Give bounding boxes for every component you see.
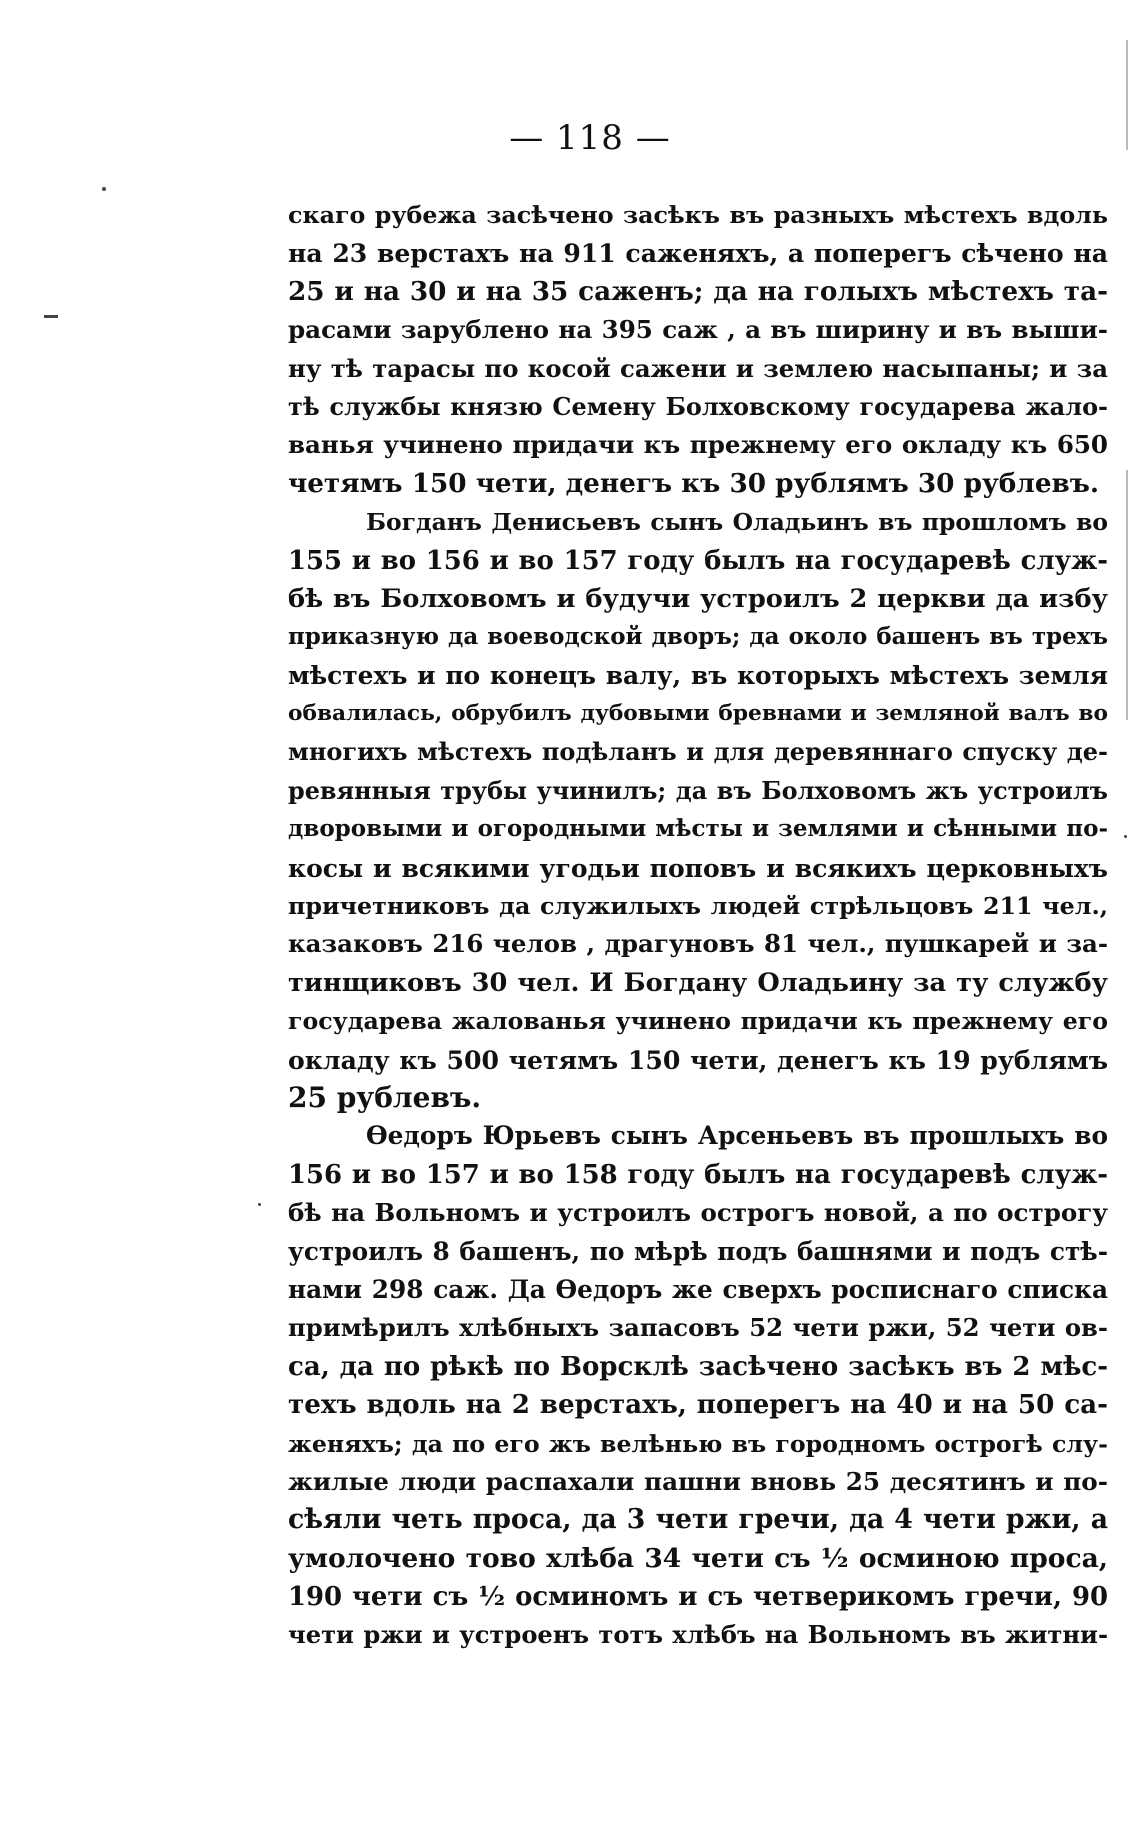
text-line: са, да по рѣкѣ по Ворсклѣ засѣчено засѣкъ въ 2 мѣс- [288, 1351, 1108, 1382]
text-line: ну тѣ тарасы по косой сажени и землею насыпаны; и за [288, 353, 1108, 383]
text-line: дворовыми и огородными мѣсты и землями и сѣнными по- [288, 815, 1108, 843]
text-line: причетниковъ да служилыхъ людей стрѣльцовъ 211 чел., [288, 892, 1108, 921]
text-line: жилые люди распахали пашни вновь 25 десятинъ и по- [288, 1466, 1108, 1496]
text-line: многихъ мѣстехъ подѣланъ и для деревяннаго спуску де- [288, 737, 1108, 767]
text-line: ванья учинено придачи къ прежнему его окладу къ 650 [288, 430, 1108, 460]
margin-dash [44, 315, 58, 318]
text-line: скаго рубежа засѣчено засѣкъ въ разныхъ мѣстехъ вдоль [288, 201, 1108, 229]
text-line: бѣ на Вольномъ и устроилъ острогъ новой, а по острогу [288, 1198, 1108, 1228]
text-line: Ѳедоръ Юрьевъ сынъ Арсеньевъ въ прошлыхъ во [366, 1121, 1108, 1151]
text-line: тинщиковъ 30 чел. И Богдану Оладьину за ту службу [288, 967, 1108, 998]
text-line: тѣ службы князю Семену Болховскому государева жало- [288, 392, 1108, 421]
text-line: техъ вдоль на 2 верстахъ, поперегъ на 40 и на 50 са- [288, 1389, 1108, 1421]
text-line: обвалилась, обрубилъ дубовыми бревнами и земляной валъ во [288, 701, 1108, 727]
text-line: 25 рублевъ. [288, 1080, 482, 1114]
text-line: 25 и на 30 и на 35 саженъ; да на голыхъ мѣстехъ та- [288, 275, 1108, 307]
page-number: — 118 — [509, 118, 671, 158]
text-line: четямъ 150 чети, денегъ къ 30 рублямъ 30 рублевъ. [288, 467, 1100, 499]
text-line: примѣрилъ хлѣбныхъ запасовъ 52 чети ржи, 52 чети ов- [288, 1313, 1108, 1343]
text-line: косы и всякими угодьи поповъ и всякихъ церковныхъ [288, 852, 1108, 883]
text-line: ревянныя трубы учинилъ; да въ Болховомъ жъ устроилъ [288, 776, 1108, 805]
text-line: расами зарублено на 395 саж , а въ ширину и въ выши- [288, 315, 1108, 345]
text-line: государева жалованья учинено придачи къ прежнему его [288, 1007, 1108, 1036]
text-line: бѣ въ Болховомъ и будучи устроилъ 2 церкви да избу [288, 583, 1108, 614]
text-line: устроилъ 8 башенъ, по мѣрѣ подъ башнями и подъ стѣ- [288, 1236, 1108, 1266]
text-line: женяхъ; да по его жъ велѣнью въ городномъ острогѣ слу- [288, 1429, 1108, 1458]
text-line: сѣяли четь проса, да 3 чети гречи, да 4 чети ржи, а [288, 1504, 1108, 1536]
gutter-line [1126, 40, 1128, 150]
body-text [288, 196, 1108, 1655]
margin-speck [258, 1203, 261, 1206]
text-line: мѣстехъ и по конецъ валу, въ которыхъ мѣстехъ земля [288, 660, 1108, 690]
text-line: окладу къ 500 четямъ 150 чети, денегъ къ 19 рублямъ [288, 1044, 1108, 1075]
text-line: нами 298 саж. Да Ѳедоръ же сверхъ росписнаго списка [288, 1274, 1108, 1304]
text-line: Богданъ Денисьевъ сынъ Оладьинъ въ прошломъ во [366, 508, 1108, 537]
text-line: на 23 верстахъ на 911 саженяхъ, а поперегъ сѣчено на [288, 238, 1108, 269]
text-line: казаковъ 216 челов , драгуновъ 81 чел., пушкарей и за- [288, 929, 1108, 959]
text-line: чети ржи и устроенъ тотъ хлѣбъ на Вольномъ въ житни- [288, 1620, 1108, 1650]
text-line: 190 чети съ ½ осминомъ и съ четверикомъ гречи, 90 [288, 1582, 1108, 1613]
text-line: 155 и во 156 и во 157 году былъ на государевѣ служ- [288, 545, 1108, 576]
text-line: умолочено тово хлѣба 34 чети съ ½ осминою проса, [288, 1542, 1108, 1574]
margin-speck [102, 187, 106, 191]
text-line: 156 и во 157 и во 158 году былъ на государевѣ служ- [288, 1159, 1108, 1190]
text-line: приказную да воеводской дворъ; да около башенъ въ трехъ [288, 623, 1108, 651]
margin-speck [1124, 835, 1127, 838]
gutter-line [1126, 470, 1128, 720]
